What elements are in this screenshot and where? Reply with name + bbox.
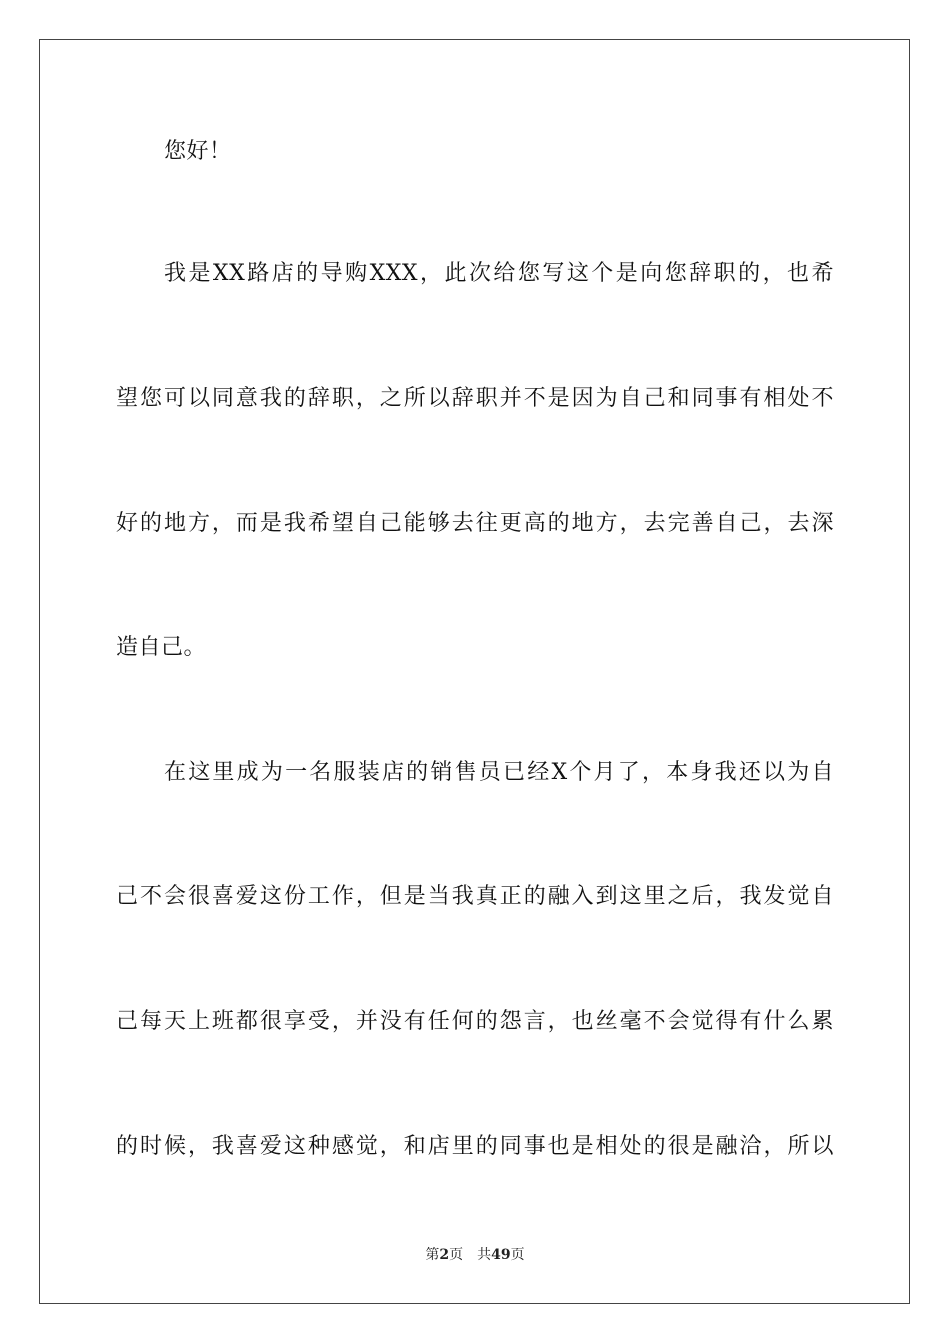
paragraph-2-line-1: 在这里成为一名服装店的销售员已经X个月了，本身我还以为自	[164, 760, 834, 785]
page-suffix: 页	[449, 1247, 464, 1263]
greeting-line: 您好！	[164, 139, 232, 164]
page-prefix: 第	[425, 1247, 440, 1263]
paragraph-1-line-3: 好的地方，而是我希望自己能够去往更高的地方，去完善自己，去深	[116, 511, 834, 536]
paragraph-1-line-4: 造自己。	[116, 635, 207, 660]
paragraph-1-line-1: 我是XX路店的导购XXX，此次给您写这个是向您辞职的，也希	[164, 261, 834, 286]
total-suffix: 页	[510, 1247, 525, 1263]
page-number: 2	[439, 1247, 450, 1263]
paragraph-2-line-4: 的时候，我喜爱这种感觉，和店里的同事也是相处的很是融洽，所以	[116, 1134, 834, 1159]
paragraph-2-line-3: 己每天上班都很享受，并没有任何的怨言，也丝毫不会觉得有什么累	[116, 1009, 834, 1034]
page-footer	[0, 1246, 950, 1264]
paragraph-2-line-2: 己不会很喜爱这份工作，但是当我真正的融入到这里之后，我发觉自	[116, 884, 834, 909]
page-border	[39, 39, 910, 1304]
total-pages: 49	[491, 1247, 511, 1263]
total-prefix: 共	[477, 1247, 492, 1263]
paragraph-1-line-2: 望您可以同意我的辞职，之所以辞职并不是因为自己和同事有相处不	[116, 386, 834, 411]
